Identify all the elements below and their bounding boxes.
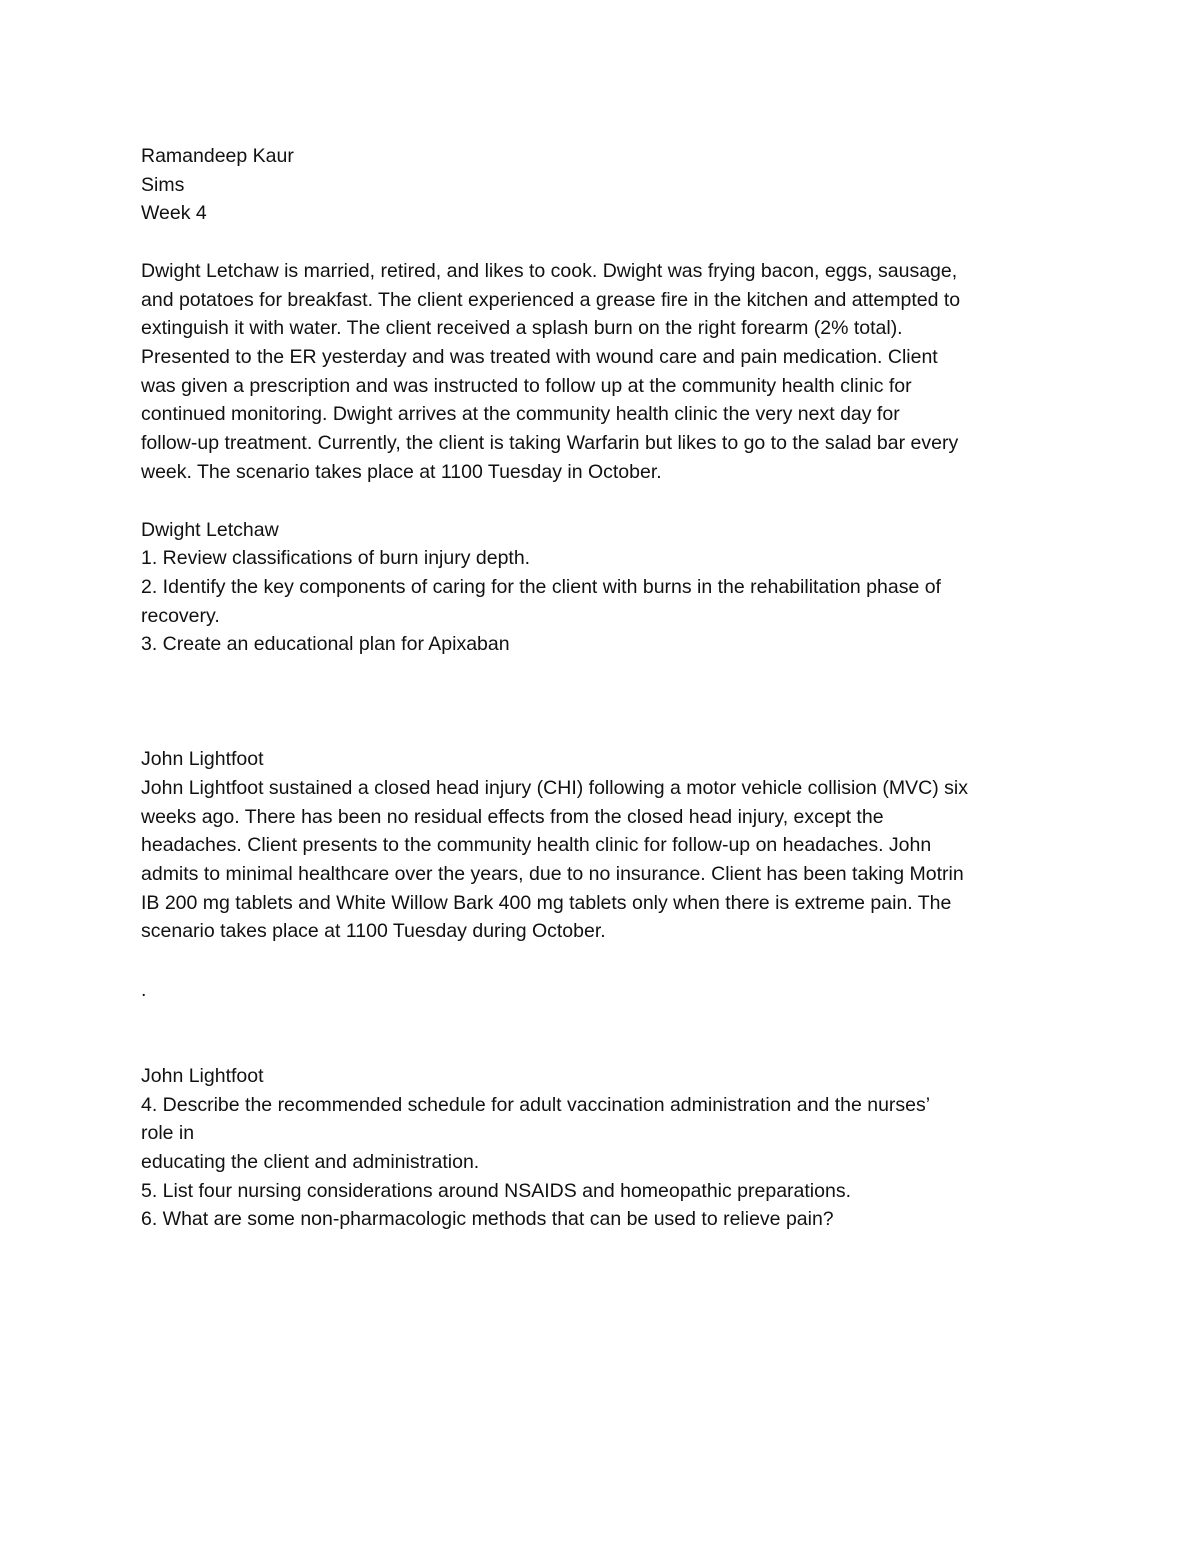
- question-item: 1. Review classifications of burn injury depth.: [141, 547, 531, 569]
- scenario-2-line: weeks ago. There has been no residual effects from the closed head injury, except the: [141, 806, 884, 828]
- question-item: recovery.: [141, 605, 220, 627]
- question-item: role in: [141, 1122, 195, 1144]
- question-item: 3. Create an educational plan for Apixaban: [141, 633, 510, 655]
- week-label: Week 4: [141, 202, 207, 224]
- scenario-2-line: headaches. Client presents to the community health clinic for follow-up on headaches. John: [141, 834, 932, 856]
- scenario-1-line: follow-up treatment. Currently, the client is taking Warfarin but likes to go to the salad bar every: [141, 432, 959, 454]
- separator-dot: .: [141, 979, 147, 1001]
- scenario-1-line: Dwight Letchaw is married, retired, and likes to cook. Dwight was frying bacon, eggs, sausage,: [141, 260, 958, 282]
- scenario-1-line: week. The scenario takes place at 1100 Tuesday in October.: [141, 461, 662, 483]
- scenario-2-line: IB 200 mg tablets and White Willow Bark 400 mg tablets only when there is extreme pain. The: [141, 892, 952, 914]
- scenario-1-line: and potatoes for breakfast. The client experienced a grease fire in the kitchen and attempted to: [141, 289, 961, 311]
- scenario-2-line: John Lightfoot sustained a closed head injury (CHI) following a motor vehicle collision (MVC) six: [141, 777, 968, 799]
- questions-1-title: Dwight Letchaw: [141, 519, 279, 541]
- author-name: Ramandeep Kaur: [141, 145, 294, 167]
- questions-2-title: John Lightfoot: [141, 1065, 264, 1087]
- question-item: 2. Identify the key components of caring for the client with burns in the rehabilitation phase of: [141, 576, 941, 598]
- scenario-1-line: continued monitoring. Dwight arrives at the community health clinic the very next day for: [141, 403, 900, 425]
- scenario-1-line: was given a prescription and was instructed to follow up at the community health clinic for: [141, 375, 912, 397]
- question-item: educating the client and administration.: [141, 1151, 480, 1173]
- scenario-2-line: admits to minimal healthcare over the years, due to no insurance. Client has been taking Motrin: [141, 863, 964, 885]
- scenario-2-line: scenario takes place at 1100 Tuesday during October.: [141, 920, 606, 942]
- scenario-1-line: Presented to the ER yesterday and was treated with wound care and pain medication. Client: [141, 346, 938, 368]
- scenario-1-line: extinguish it with water. The client received a splash burn on the right forearm (2% total).: [141, 317, 903, 339]
- course-name: Sims: [141, 174, 185, 196]
- question-item: 4. Describe the recommended schedule for adult vaccination administration and the nurses’: [141, 1094, 931, 1116]
- question-item: 5. List four nursing considerations around NSAIDS and homeopathic preparations.: [141, 1180, 851, 1202]
- scenario-2-title: John Lightfoot: [141, 748, 264, 770]
- question-item: 6. What are some non-pharmacologic methods that can be used to relieve pain?: [141, 1208, 834, 1230]
